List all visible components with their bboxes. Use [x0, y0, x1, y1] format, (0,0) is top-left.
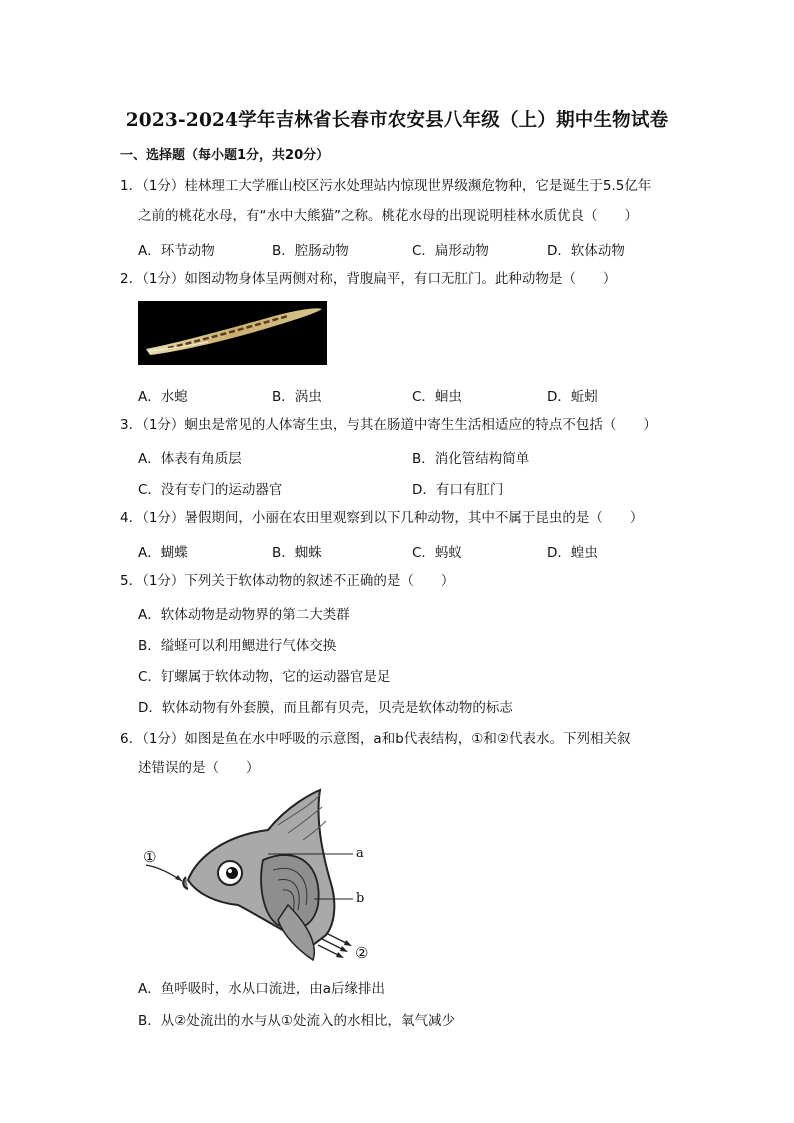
question-1-option-b[interactable]: B．腔肠动物	[272, 243, 349, 259]
question-6-option-b[interactable]: B．从②处流出的水与从①处流入的水相比，氧气减少	[138, 1013, 455, 1029]
question-5-option-c[interactable]: C．钉螺属于软体动物，它的运动器官是足	[138, 669, 391, 685]
question-4-option-c[interactable]: C．蚂蚁	[412, 545, 462, 561]
question-4-option-b[interactable]: B．蜘蛛	[272, 545, 322, 561]
question-2-line-1: 2．（1分）如图动物身体呈两侧对称，背腹扁平，有口无肛门。此种动物是（ ）	[120, 271, 617, 287]
question-2-option-d[interactable]: D．蚯蚓	[547, 389, 598, 405]
question-1-option-c[interactable]: C．扁形动物	[412, 243, 489, 259]
question-3-option-a[interactable]: A．体表有角质层	[138, 451, 242, 467]
question-6-line-2: 述错误的是（ ）	[138, 760, 260, 776]
question-5-option-a[interactable]: A．软体动物是动物界的第二大类群	[138, 607, 350, 623]
water-out-label: ②	[355, 944, 369, 962]
water-in-label: ①	[143, 848, 157, 866]
question-4-option-a[interactable]: A．蝴蝶	[138, 545, 188, 561]
question-4-option-d[interactable]: D．蝗虫	[547, 545, 598, 561]
question-1-option-d[interactable]: D．软体动物	[547, 243, 625, 259]
section-heading: 一、选择题（每小题1分，共20分）	[120, 148, 330, 163]
flatworm-photo	[138, 301, 327, 365]
fish-breathing-diagram	[138, 785, 388, 965]
question-5-option-d[interactable]: D．软体动物有外套膜，而且都有贝壳，贝壳是软体动物的标志	[138, 700, 513, 716]
question-3-option-c[interactable]: C．没有专门的运动器官	[138, 482, 283, 498]
structure-b-label: b	[356, 891, 365, 906]
question-6-line-1: 6．（1分）如图是鱼在水中呼吸的示意图，a和b代表结构，①和②代表水。下列相关叙	[120, 731, 631, 747]
page-title: 2023-2024学年吉林省长春市农安县八年级（上）期中生物试卷	[125, 110, 669, 131]
question-5-line-1: 5．（1分）下列关于软体动物的叙述不正确的是（ ）	[120, 573, 455, 589]
question-3-line-1: 3．（1分）蛔虫是常见的人体寄生虫，与其在肠道中寄生生活相适应的特点不包括（ ）	[120, 417, 657, 433]
question-2-option-a[interactable]: A．水螅	[138, 389, 188, 405]
question-1-line-2: 之前的桃花水母，有“水中大熊猫”之称。桃花水母的出现说明桂林水质优良（ ）	[138, 208, 638, 224]
question-4-line-1: 4．（1分）暑假期间，小丽在农田里观察到以下几种动物，其中不属于昆虫的是（ ）	[120, 510, 644, 526]
question-3-option-b[interactable]: B．消化管结构简单	[412, 451, 530, 467]
structure-a-label: a	[356, 846, 364, 861]
question-1-line-1: 1．（1分）桂林理工大学雁山校区污水处理站内惊现世界级濒危物种，它是诞生于5.5亿年	[120, 178, 652, 194]
question-3-option-d[interactable]: D．有口有肛门	[412, 482, 504, 498]
question-6-option-a[interactable]: A．鱼呼吸时，水从口流进，由a后缘排出	[138, 981, 386, 997]
question-2-option-c[interactable]: C．蛔虫	[412, 389, 462, 405]
question-5-option-b[interactable]: B．缢蛏可以利用鳃进行气体交换	[138, 638, 337, 654]
question-2-option-b[interactable]: B．涡虫	[272, 389, 322, 405]
question-1-option-a[interactable]: A．环节动物	[138, 243, 215, 259]
